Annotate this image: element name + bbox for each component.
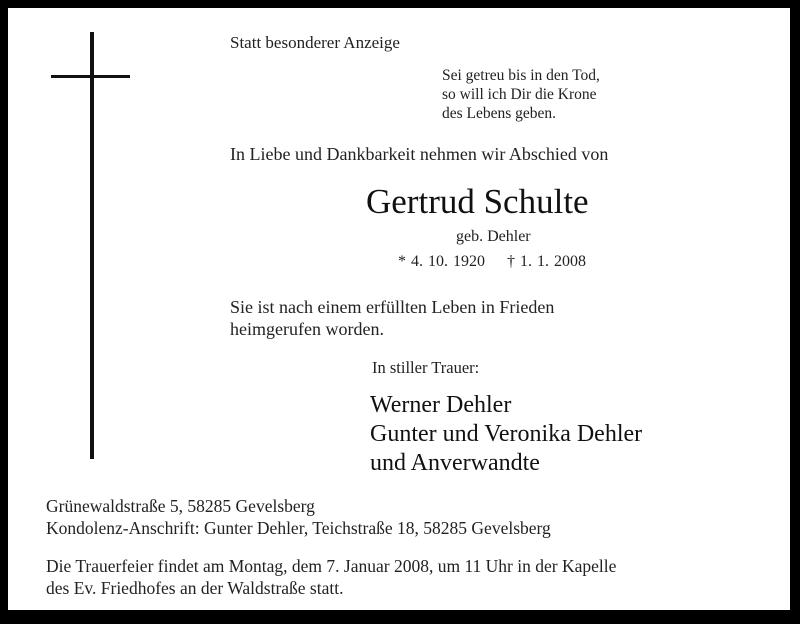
cross-horizontal-bar — [51, 75, 130, 78]
deceased-name: Gertrud Schulte — [366, 182, 589, 221]
mourners-list — [370, 391, 642, 478]
birth-name: geb. Dehler — [456, 228, 531, 245]
birth-date: * 4. 10. 1920 — [398, 253, 485, 270]
condolence-address: Kondolenz-Anschrift: Gunter Dehler, Teichstraße 18, 58285 Gevelsberg — [46, 518, 551, 538]
life-text-line: Sie ist nach einem erfüllten Leben in Frieden — [230, 297, 555, 317]
funeral-info — [46, 555, 616, 599]
intro-text: Statt besonderer Anzeige — [230, 33, 400, 52]
verse-line: des Lebens geben. — [442, 105, 557, 122]
funeral-line: Die Trauerfeier findet am Montag, dem 7. Januar 2008, um 11 Uhr in der Kapelle — [46, 556, 617, 576]
verse-line: so will ich Dir die Krone — [442, 86, 597, 103]
cross-vertical-bar — [90, 32, 94, 459]
verse-line: Sei getreu bis in den Tod, — [442, 67, 600, 84]
bible-verse — [442, 66, 600, 123]
home-address: Grünewaldstraße 5, 58285 Gevelsberg — [46, 496, 315, 516]
death-date: † 1. 1. 2008 — [507, 253, 586, 270]
life-text-line: heimgerufen worden. — [230, 319, 384, 339]
address-block — [46, 495, 551, 539]
life-text — [230, 296, 554, 340]
mourner: Gunter und Veronika Dehler — [370, 421, 643, 447]
obituary-notice — [8, 8, 790, 610]
funeral-line: des Ev. Friedhofes an der Waldstraße statt. — [46, 578, 344, 598]
mourner: und Anverwandte — [370, 450, 540, 476]
mourning-label: In stiller Trauer: — [372, 358, 480, 377]
life-dates — [398, 254, 586, 270]
farewell-text: In Liebe und Dankbarkeit nehmen wir Abschied von — [230, 144, 609, 164]
mourner: Werner Dehler — [370, 392, 512, 418]
